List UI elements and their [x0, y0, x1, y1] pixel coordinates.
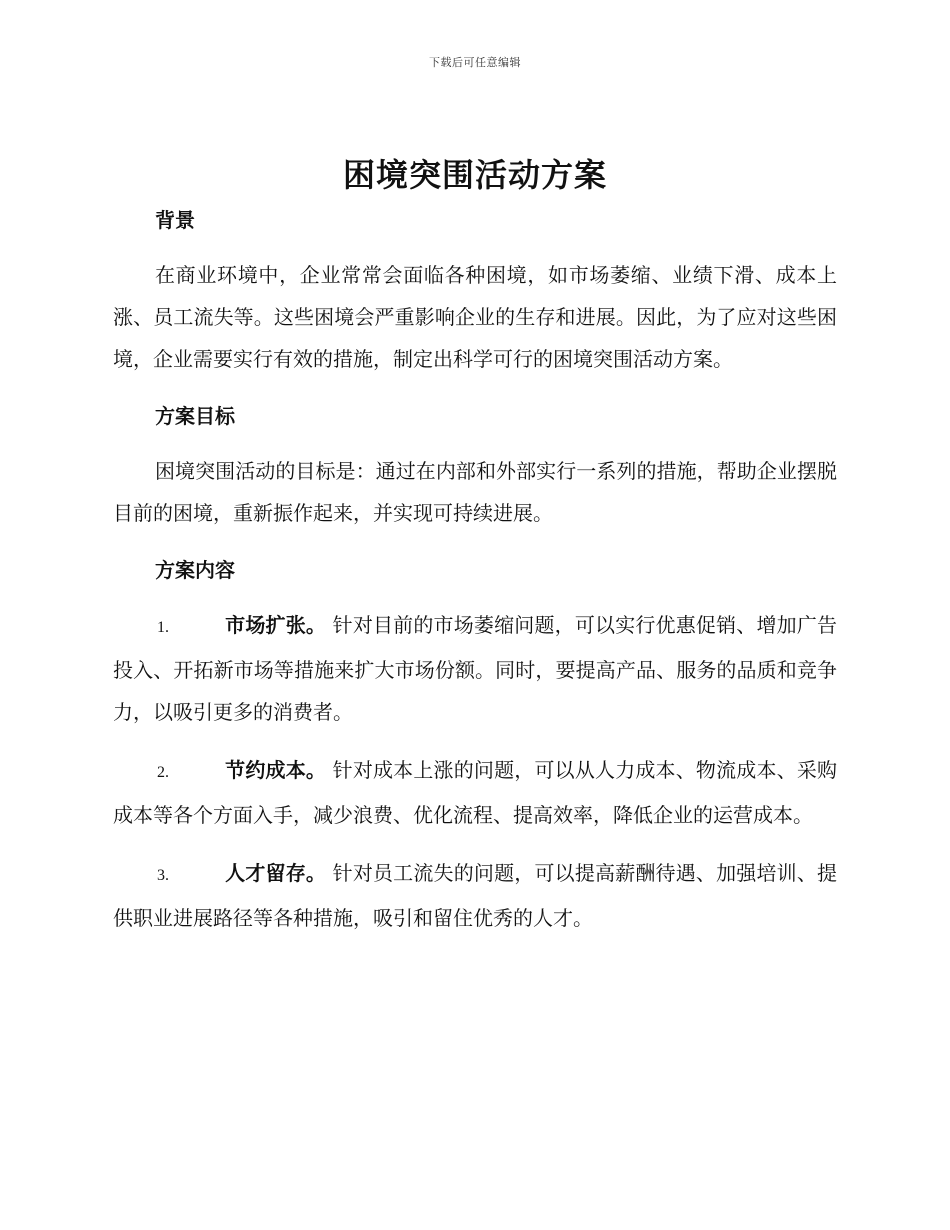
goal-paragraph: 困境突围活动的目标是：通过在内部和外部实行一系列的措施，帮助企业摆脱目前的困境，重新振作起来，并实现可持续进展。 [113, 459, 837, 525]
section-heading-background: 背景 [155, 208, 195, 232]
spacer [113, 534, 837, 550]
list-item [113, 749, 837, 836]
list-item [113, 852, 837, 939]
section-heading-goal: 方案目标 [155, 404, 235, 428]
spacer [113, 240, 837, 254]
document-body [113, 200, 837, 939]
list-item-text: 针对目前的市场萎缩问题，可以实行优惠促销、增加广告投入、开拓新市场等措施来扩大市场份额。同时，要提高产品、服务的品质和竞争力，以吸引更多的消费者。 [113, 613, 838, 724]
spacer [113, 836, 837, 852]
list-item-lead: 节约成本。 [225, 758, 327, 782]
background-paragraph: 在商业环境中，企业常常会面临各种困境，如市场萎缩、业绩下滑、成本上涨、员工流失等。这些困境会严重影响企业的生存和进展。因此，为了应对这些困境，企业需要实行有效的措施，制定出科学可行的困境突围活动方案。 [113, 263, 837, 371]
list-item-number: 1. [157, 619, 169, 636]
list-item-number: 2. [157, 764, 169, 781]
spacer [113, 733, 837, 749]
section-heading-content: 方案内容 [155, 558, 235, 582]
list-item-lead: 人才留存。 [225, 861, 327, 885]
list-item-text: 针对员工流失的问题，可以提高薪酬待遇、加强培训、提供职业进展路径等各种措施，吸引和留住优秀的人才。 [113, 861, 838, 930]
page-header-note: 下载后可任意编辑 [429, 56, 521, 69]
spacer [113, 380, 837, 396]
list-item-text: 针对成本上涨的问题，可以从人力成本、物流成本、采购成本等各个方面入手，减少浪费、优化流程、提高效率，降低企业的运营成本。 [113, 758, 838, 827]
list-item-number: 3. [157, 867, 169, 884]
document-title: 困境突围活动方案 [342, 156, 607, 194]
list-item [113, 604, 837, 733]
spacer [113, 590, 837, 604]
list-item-lead: 市场扩张。 [225, 613, 327, 637]
spacer [113, 436, 837, 450]
